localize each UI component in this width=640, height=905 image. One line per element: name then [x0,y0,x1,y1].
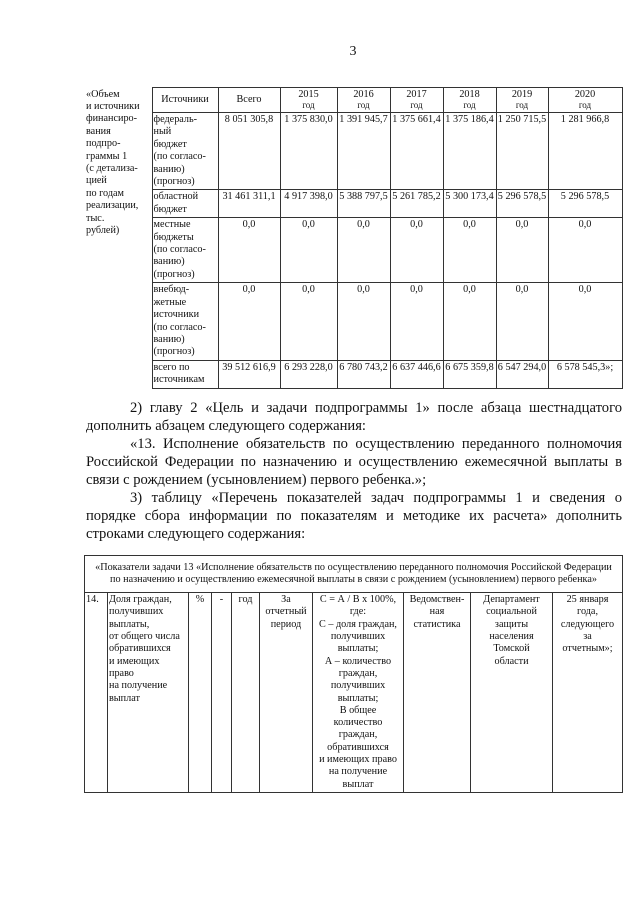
year-label: 2017 [406,89,427,100]
value-cell: 5 296 578,5 [496,190,548,218]
periodicity: год [232,593,260,793]
value-cell: 1 375 830,0 [280,113,337,190]
value-cell: 6 675 359,8 [443,360,496,388]
table-row [85,593,623,793]
year-suffix: год [357,100,370,110]
value-cell: 4 917 398,0 [280,190,337,218]
total-cell: 8 051 305,8 [218,113,280,190]
indicator-table [84,555,623,793]
header-year [390,88,443,113]
value-cell: 6 547 294,0 [496,360,548,388]
header-year [337,88,390,113]
year-suffix: год [410,100,423,110]
value-cell: 0,0 [548,283,622,360]
value-cell: 0,0 [280,218,337,283]
unit: % [189,593,212,793]
value-cell: 0,0 [280,283,337,360]
year-suffix: год [302,100,315,110]
value-cell: 5 388 797,5 [337,190,390,218]
header-total: Всего [218,88,280,113]
value-cell: 5 261 785,2 [390,190,443,218]
header-year [443,88,496,113]
value-cell: 0,0 [337,283,390,360]
year-suffix: год [515,100,529,110]
period: За отчетный период [260,593,313,793]
indicator-name: Доля граждан, получивших выплаты, от общего числа обратившихся и имеющих право на получение выплат [108,593,189,793]
indicator-header-row [85,555,623,593]
year-label: 2020 [574,89,596,100]
financing-table [85,87,623,389]
value-cell: 0,0 [337,218,390,283]
table-header-row [85,88,622,113]
source-cell: местные бюджеты (по согласо- ванию) (прогноз) [152,218,218,283]
table-row [85,113,622,190]
year-label: 2016 [353,89,374,100]
value-cell: 0,0 [443,283,496,360]
value-cell: 1 281 966,8 [548,113,622,190]
total-cell: 31 461 311,1 [218,190,280,218]
value-cell: 0,0 [443,218,496,283]
source-cell: всего по источникам [152,360,218,388]
year-label: 2015 [298,89,319,100]
source-cell: областной бюджет [152,190,218,218]
value-cell: 5 296 578,5 [548,190,622,218]
paragraph-1: 2) главу 2 «Цель и задачи подпрограммы 1» после абзаца шестнадцатого дополнить абзацем следующего содержания: [86,399,622,434]
total-cell: 0,0 [218,218,280,283]
value-cell: 0,0 [496,283,548,360]
year-label: 2018 [459,89,480,100]
responsible: Департамент социальной защиты населения Томской области [471,593,553,793]
header-source: Источники [152,88,218,113]
value-cell: 6 637 446,6 [390,360,443,388]
value-cell: 6 578 545,3»; [548,360,622,388]
total-cell: 0,0 [218,283,280,360]
paragraph-2: «13. Исполнение обязательств по осуществлению переданного полномочия Российской Федерации по назначению и осуществлению ежемесячной выплаты в связи с рождением (усыновлением) первого ребенка.»; [86,435,622,488]
paragraph-3: 3) таблицу «Перечень показателей задач подпрограммы 1 и сведения о порядке сбора информации по показателям и методике их расчета» дополнить строками следующего содержания: [86,489,622,542]
row-label: «Объем и источники финансиро- вания подпро- граммы 1 (с детализа- цией по годам реализации, тыс. рублей) [85,88,152,389]
value-cell: 5 300 173,4 [443,190,496,218]
row-number: 14. [85,593,108,793]
value-cell: 1 250 715,5 [496,113,548,190]
value-cell: 1 375 186,4 [443,113,496,190]
dash: - [212,593,232,793]
page-number: 3 [349,44,357,59]
header-year [496,88,548,113]
deadline: 25 января года, следующего за отчетным»; [553,593,623,793]
collection-method: Ведомствен- ная статистика [404,593,471,793]
table-row [85,283,622,360]
value-cell: 0,0 [548,218,622,283]
value-cell: 0,0 [390,283,443,360]
table-row [85,218,622,283]
value-cell: 6 293 228,0 [280,360,337,388]
value-cell: 6 780 743,2 [337,360,390,388]
formula: С = А / В х 100%, где: С – доля граждан, получивших выплаты; А – количество граждан, получивших выплаты; В общее количество граждан, обратившихся и имеющих право на получение выплат [313,593,404,793]
value-cell: 1 391 945,7 [337,113,390,190]
header-year [280,88,337,113]
value-cell: 1 375 661,4 [390,113,443,190]
year-suffix: год [463,100,476,110]
year-label: 2019 [511,89,533,100]
source-cell: внебюд- жетные источники (по согласо- ванию) (прогноз) [152,283,218,360]
value-cell: 0,0 [390,218,443,283]
source-cell: федераль- ный бюджет (по согласо- ванию) (прогноз) [152,113,218,190]
table-row [85,190,622,218]
year-suffix: год [578,100,592,110]
table-row-total [85,360,622,388]
total-cell: 39 512 616,9 [218,360,280,388]
value-cell: 0,0 [496,218,548,283]
indicator-header: «Показатели задачи 13 «Исполнение обязательств по осуществлению переданного полномочия Российской Федерации по назначению и осуществлению ежемесячной выплаты в связи с рождением (усыновлением) первого ребенка» [85,555,623,593]
header-year [548,88,622,113]
